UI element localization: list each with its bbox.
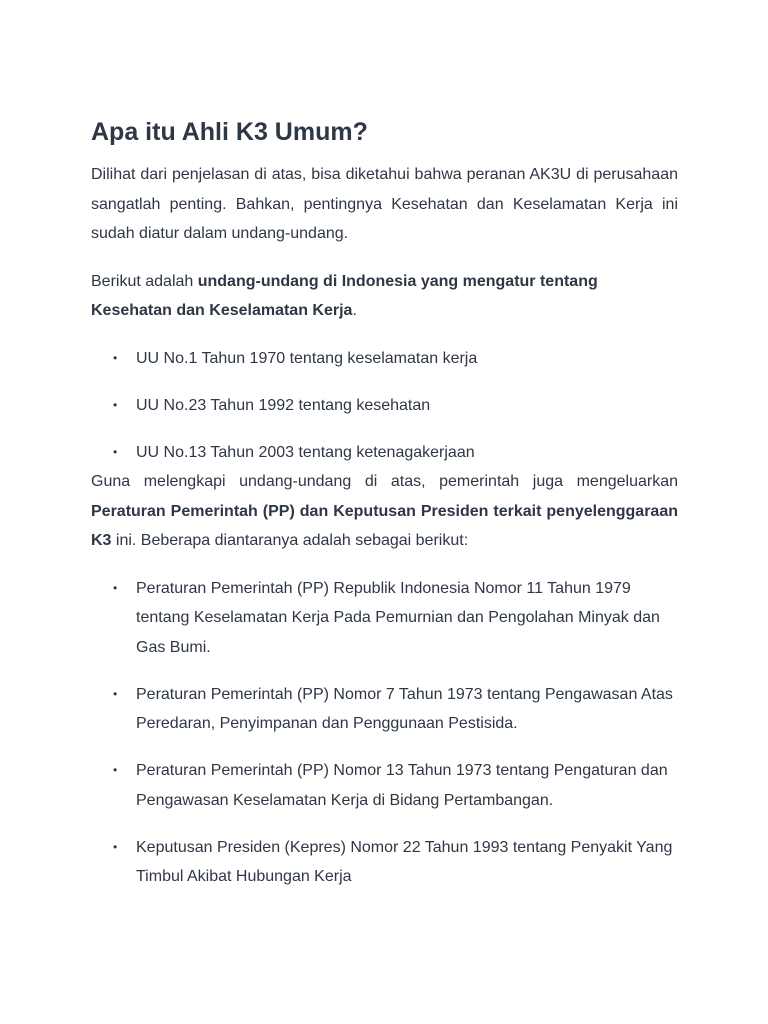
list-item-text: Peraturan Pemerintah (PP) Nomor 7 Tahun 1973 tentang Pengawasan Atas Peredaran, Penyimpanan dan Penggunaan Pestisida. (136, 685, 673, 732)
list-item-text: UU No.23 Tahun 1992 tentang kesehatan (136, 396, 431, 414)
bullet-icon: • (113, 686, 118, 701)
regulations-intro-paragraph (91, 467, 678, 556)
article-content (91, 116, 678, 909)
regulations-intro-prefix: Guna melengkapi undang-undang di atas, pemerintah juga mengeluarkan (91, 473, 678, 490)
list-item (91, 756, 678, 815)
intro-paragraph: Dilihat dari penjelasan di atas, bisa diketahui bahwa peranan AK3U di perusahaan sangatlah penting. Bahkan, pentingnya Kesehatan dan Keselamatan Kerja ini sudah diatur dalam undang-undang. (91, 166, 678, 242)
page-title: Apa itu Ahli K3 Umum? (91, 118, 368, 146)
regulations-intro-bold: Peraturan Pemerintah (PP) dan Keputusan Presiden terkait penyelenggaraan K3 (91, 502, 678, 549)
list-item-text: UU No.1 Tahun 1970 tentang keselamatan kerja (136, 349, 478, 367)
bullet-icon: • (113, 444, 118, 459)
list-item-text: Keputusan Presiden (Kepres) Nomor 22 Tahun 1993 tentang Penyakit Yang Timbul Akibat Hubungan Kerja (136, 838, 673, 885)
laws-intro-bold: undang-undang di Indonesia yang mengatur tentang Kesehatan dan Keselamatan Kerja (91, 272, 598, 319)
bullet-icon: • (113, 839, 118, 854)
bullet-icon: • (113, 580, 118, 595)
list-item-text: Peraturan Pemerintah (PP) Republik Indonesia Nomor 11 Tahun 1979 tentang Keselamatan Kerja Pada Pemurnian dan Pengolahan Minyak dan Gas Bumi. (136, 579, 660, 656)
regulations-intro-suffix: ini. Beberapa diantaranya adalah sebagai berikut: (111, 532, 469, 549)
laws-list (91, 344, 678, 468)
list-item (91, 391, 678, 421)
laws-intro-prefix: Berikut adalah (91, 272, 198, 290)
laws-intro-paragraph (91, 267, 678, 326)
laws-intro-suffix: . (352, 302, 357, 319)
bullet-icon: • (113, 763, 118, 777)
list-item (91, 574, 678, 663)
list-item (91, 833, 678, 892)
list-item-text: Peraturan Pemerintah (PP) Nomor 13 Tahun 1973 tentang Pengaturan dan Pengawasan Keselamatan Kerja di Bidang Pertambangan. (136, 762, 668, 809)
regulations-list (91, 574, 678, 892)
list-item (91, 438, 678, 468)
list-item (91, 344, 678, 374)
bullet-icon: • (113, 397, 118, 412)
list-item (91, 680, 678, 739)
bullet-icon: • (113, 350, 118, 365)
list-item-text: UU No.13 Tahun 2003 tentang ketenagakerjaan (136, 443, 475, 461)
